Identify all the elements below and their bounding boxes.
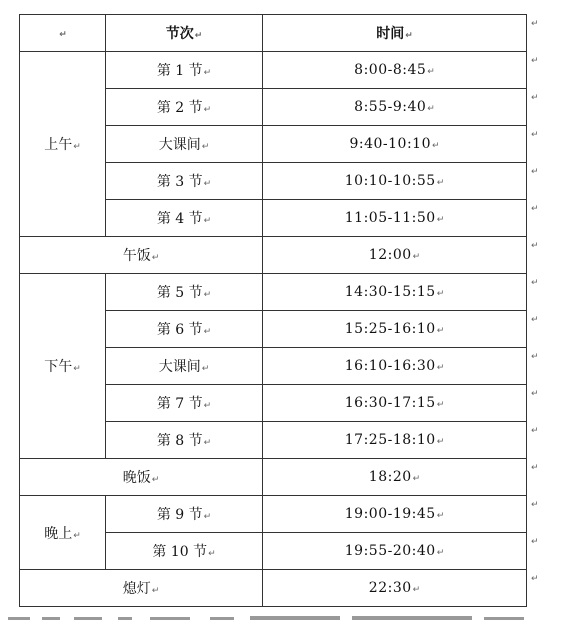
table-row	[20, 570, 527, 607]
period-cell: 第 4 节↵	[106, 200, 263, 237]
time-cell: 14:30-15:15↵	[263, 274, 527, 311]
time-cell: 12:00↵	[263, 237, 527, 274]
row-end-mark: ↵	[531, 388, 539, 399]
evening-label-cell: 晚上↵	[20, 496, 106, 570]
row-end-mark: ↵	[531, 203, 539, 214]
time-cell: 16:30-17:15↵	[263, 385, 527, 422]
time-cell: 10:10-10:55↵	[263, 163, 527, 200]
row-end-mark: ↵	[531, 314, 539, 325]
time-cell: 19:55-20:40↵	[263, 533, 527, 570]
row-end-mark: ↵	[531, 425, 539, 436]
table-row	[20, 52, 527, 89]
row-end-mark: ↵	[531, 240, 539, 251]
dinner-label-cell: 晚饭↵	[20, 459, 263, 496]
row-end-mark: ↵	[531, 277, 539, 288]
afternoon-label-cell: 下午↵	[20, 274, 106, 459]
period-cell: 第 1 节↵	[106, 52, 263, 89]
lights-out-label-cell: 熄灯↵	[20, 570, 263, 607]
time-cell: 15:25-16:10↵	[263, 311, 527, 348]
period-cell: 大课间↵	[106, 126, 263, 163]
time-cell: 11:05-11:50↵	[263, 200, 527, 237]
row-end-mark: ↵	[531, 92, 539, 103]
time-cell: 17:25-18:10↵	[263, 422, 527, 459]
period-cell: 第 3 节↵	[106, 163, 263, 200]
time-header: 时间↵	[263, 15, 527, 52]
row-end-mark: ↵	[531, 166, 539, 177]
period-cell: 第 7 节↵	[106, 385, 263, 422]
time-cell: 9:40-10:10↵	[263, 126, 527, 163]
row-end-mark: ↵	[531, 499, 539, 510]
period-cell: 第 9 节↵	[106, 496, 263, 533]
time-cell: 16:10-16:30↵	[263, 348, 527, 385]
header-row	[20, 15, 527, 52]
table-row	[20, 459, 527, 496]
period-header: 节次↵	[106, 15, 263, 52]
period-cell: 第 8 节↵	[106, 422, 263, 459]
cut-off-text-line	[0, 612, 564, 621]
period-cell: 第 2 节↵	[106, 89, 263, 126]
morning-label-cell: 上午↵	[20, 52, 106, 237]
time-cell: 8:00-8:45↵	[263, 52, 527, 89]
period-cell: 第 6 节↵	[106, 311, 263, 348]
table-row	[20, 496, 527, 533]
time-cell: 8:55-9:40↵	[263, 89, 527, 126]
table-row	[20, 237, 527, 274]
corner-cell: ↵	[20, 15, 106, 52]
period-cell: 第 5 节↵	[106, 274, 263, 311]
row-end-mark: ↵	[531, 351, 539, 362]
row-end-mark: ↵	[531, 462, 539, 473]
time-cell: 18:20↵	[263, 459, 527, 496]
time-cell: 19:00-19:45↵	[263, 496, 527, 533]
row-end-mark: ↵	[531, 573, 539, 584]
row-end-mark: ↵	[531, 536, 539, 547]
schedule-table	[19, 14, 527, 607]
row-end-mark: ↵	[531, 18, 539, 29]
table-row	[20, 274, 527, 311]
lunch-label-cell: 午饭↵	[20, 237, 263, 274]
period-cell: 大课间↵	[106, 348, 263, 385]
time-cell: 22:30↵	[263, 570, 527, 607]
row-end-mark: ↵	[531, 129, 539, 140]
period-cell: 第 10 节↵	[106, 533, 263, 570]
row-end-mark: ↵	[531, 55, 539, 66]
